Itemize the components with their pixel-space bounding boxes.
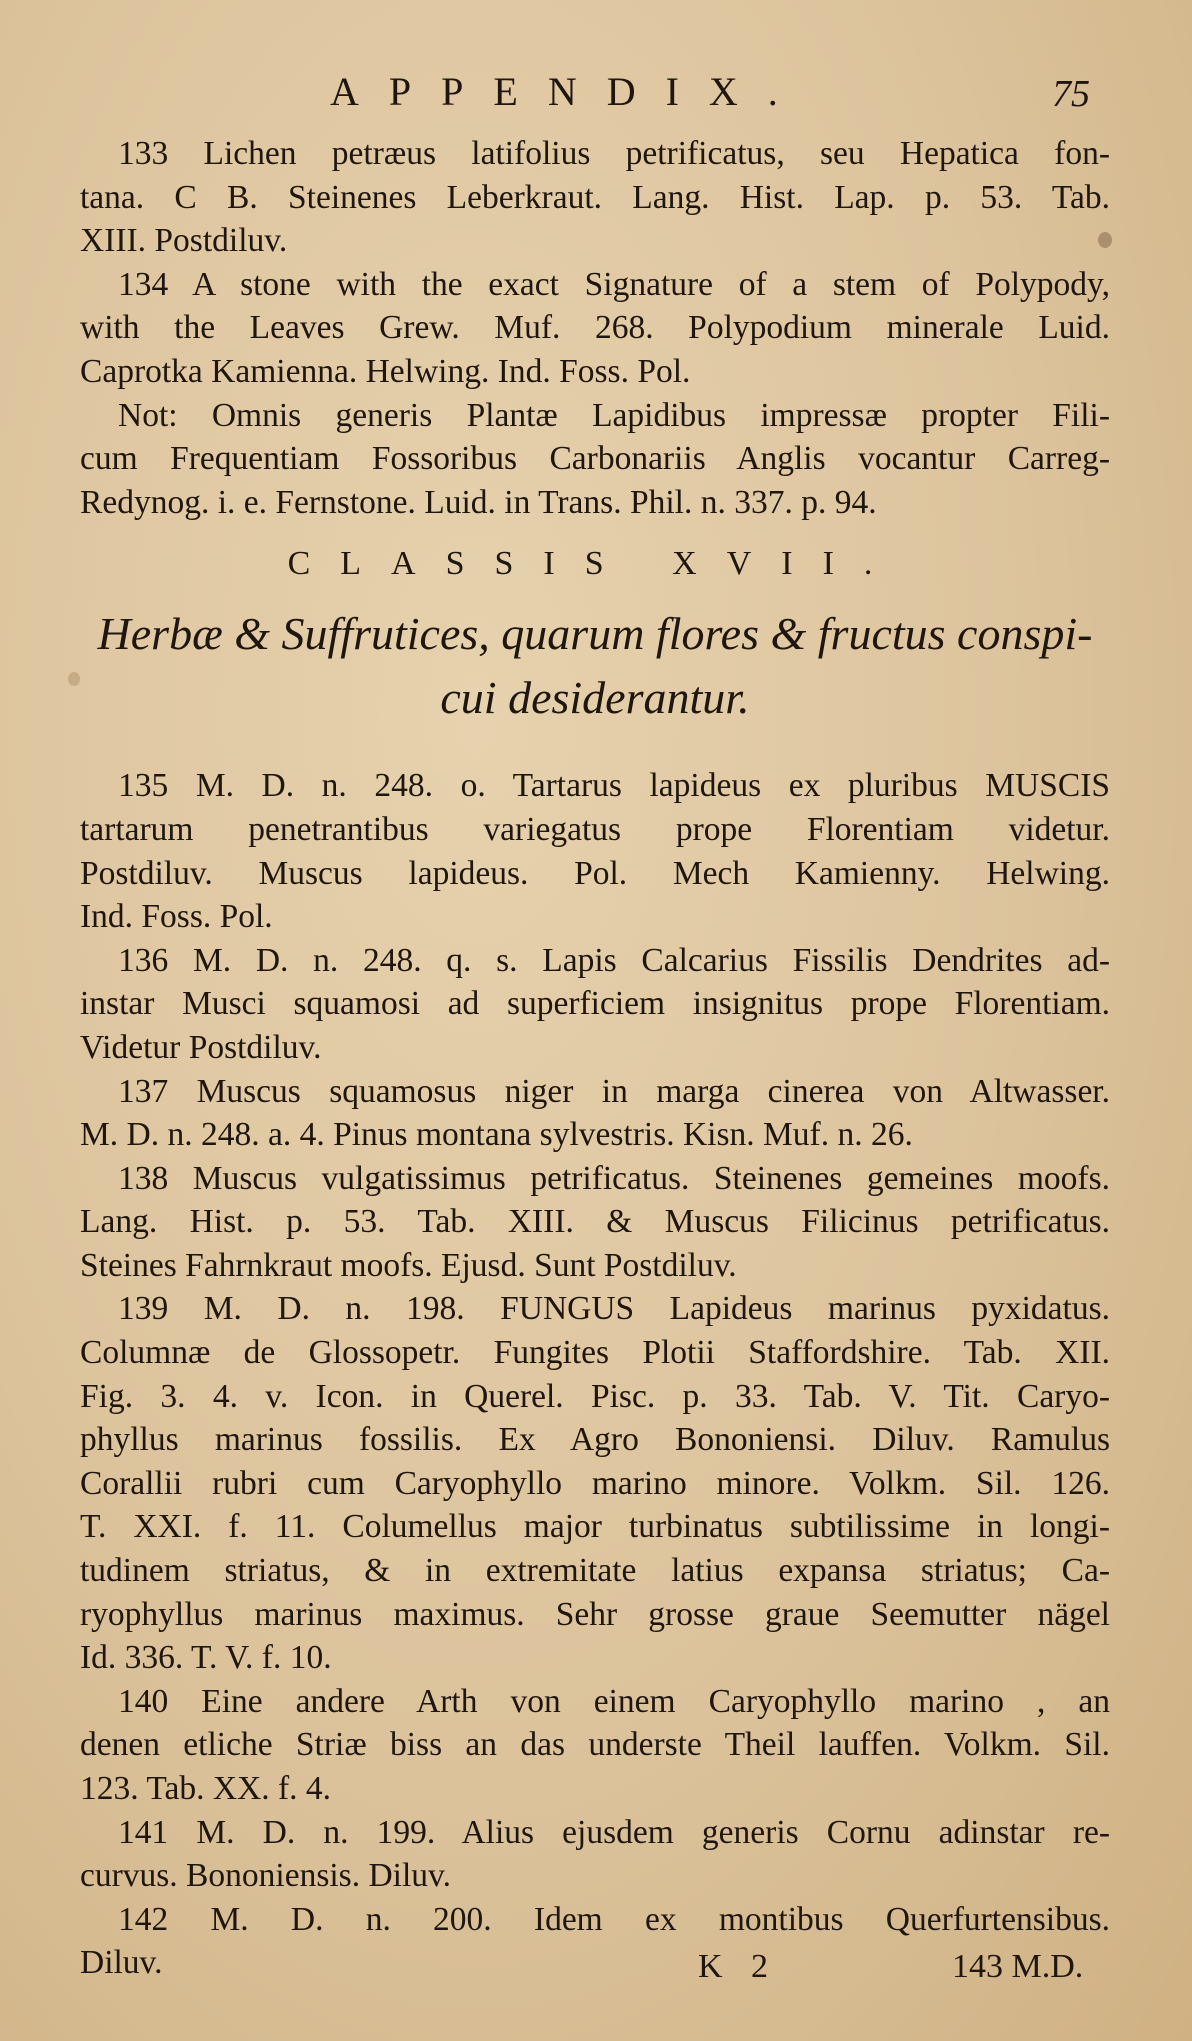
entries-before [80, 132, 1110, 524]
entry-line: cum Frequentiam Fossoribus Carbonariis Anglis vocantur Carreg- [80, 440, 1110, 478]
entry-line: 138 Muscus vulgatissimus petrificatus. Steinenes gemeines moofs. [118, 1159, 1110, 1197]
entry-line: 141 M. D. n. 199. Alius ejusdem generis Cornu adinstar re- [118, 1813, 1110, 1851]
entry-line: Id. 336. T. V. f. 10. [80, 1639, 332, 1677]
entry-line: denen etliche Striæ biss an das underste Theil lauffen. Volkm. Sil. [80, 1726, 1110, 1764]
entry-line: Corallii rubri cum Caryophyllo marino minore. Volkm. Sil. 126. [80, 1464, 1110, 1502]
entry [80, 394, 1110, 525]
entry [80, 1680, 1110, 1811]
entry-line: Ind. Foss. Pol. [80, 898, 273, 936]
catchword: 143 M.D. [952, 1948, 1084, 1985]
entry-line: with the Leaves Grew. Muf. 268. Polypodium minerale Luid. [80, 309, 1110, 347]
running-title: APPENDIX. [330, 69, 808, 114]
entry-line: Caprotka Kamienna. Helwing. Ind. Foss. Pol. [80, 352, 691, 390]
entry [80, 132, 1110, 263]
entry [80, 1287, 1110, 1679]
entry-line: Columnæ de Glossopetr. Fungites Plotii Staffordshire. Tab. XII. [80, 1334, 1110, 1372]
entry [80, 263, 1110, 394]
stain-mark [68, 672, 80, 686]
entry-line: Fig. 3. 4. v. Icon. in Querel. Pisc. p. 33. Tab. V. Tit. Caryo- [80, 1377, 1110, 1415]
entry [80, 764, 1110, 938]
entry-line: T. XXI. f. 11. Columellus major turbinatus subtilissime in longi- [80, 1508, 1110, 1546]
entry-line: curvus. Bononiensis. Diluv. [80, 1857, 451, 1895]
entry-line: tana. C B. Steinenes Leberkraut. Lang. Hist. Lap. p. 53. Tab. [80, 178, 1110, 216]
entry-line: tudinem striatus, & in extremitate latius expansa striatus; Ca- [80, 1552, 1110, 1590]
entry-line: Diluv. [80, 1944, 163, 1982]
entry-line: ryophyllus marinus maximus. Sehr grosse graue Seemutter nägel [80, 1595, 1110, 1633]
page-body [80, 132, 1110, 1985]
entry-line: Not: Omnis generis Plantæ Lapidibus impressæ propter Fili- [118, 396, 1110, 434]
entry-line: XIII. Postdiluv. [80, 222, 288, 260]
entry-line: M. D. n. 248. a. 4. Pinus montana sylvestris. Kisn. Muf. n. 26. [80, 1116, 913, 1154]
section-heading: CLASSIS XVII. [287, 545, 903, 583]
running-head [0, 68, 1192, 128]
entry-line: 133 Lichen petræus latifolius petrificatus, seu Hepatica fon- [118, 135, 1110, 172]
entry-line: 140 Eine andere Arth von einem Caryophyllo marino , an [118, 1682, 1110, 1720]
section-subtitle [80, 602, 1110, 730]
page-number: 75 [1052, 73, 1090, 115]
entry [80, 939, 1110, 1070]
entry-line: 134 A stone with the exact Signature of a stem of Polypody, [118, 265, 1110, 303]
signature-mark: K 2 [698, 1948, 779, 1985]
entries-after [80, 764, 1110, 1985]
entry-line: instar Musci squamosi ad superficiem insignitus prope Florentiam. [80, 985, 1110, 1023]
entry-line: Steines Fahrnkraut moofs. Ejusd. Sunt Postdiluv. [80, 1246, 737, 1284]
subtitle-line: cui desiderantur. [440, 672, 750, 724]
entry [80, 1157, 1110, 1288]
entry-line: Redynog. i. e. Fernstone. Luid. in Trans. Phil. n. 337. p. 94. [80, 483, 877, 521]
page-footer [0, 1948, 1192, 1998]
entry-line: Lang. Hist. p. 53. Tab. XIII. & Muscus Filicinus petrificatus. [80, 1203, 1110, 1241]
entry-line: 135 M. D. n. 248. o. Tartarus lapideus ex pluribus MUSCIS [118, 767, 1110, 805]
entry-line: 136 M. D. n. 248. q. s. Lapis Calcarius Fissilis Dendrites ad- [118, 941, 1110, 979]
entry-line: 139 M. D. n. 198. FUNGUS Lapideus marinus pyxidatus. [118, 1290, 1110, 1328]
entry-line: 142 M. D. n. 200. Idem ex montibus Querfurtensibus. [118, 1900, 1110, 1938]
entry-line: Postdiluv. Muscus lapideus. Pol. Mech Kamienny. Helwing. [80, 854, 1110, 892]
entry-line: 137 Muscus squamosus niger in marga cinerea von Altwasser. [118, 1072, 1110, 1110]
entry [80, 1070, 1110, 1157]
subtitle-line: Herbæ & Suffrutices, quarum flores & fructus conspi- [97, 608, 1093, 660]
entry-line: phyllus marinus fossilis. Ex Agro Bononiensi. Diluv. Ramulus [80, 1421, 1110, 1459]
entry-line: tartarum penetrantibus variegatus prope Florentiam videtur. [80, 810, 1110, 848]
entry-line: 123. Tab. XX. f. 4. [80, 1770, 332, 1807]
entry [80, 1811, 1110, 1898]
entry-line: Videtur Postdiluv. [80, 1028, 322, 1066]
